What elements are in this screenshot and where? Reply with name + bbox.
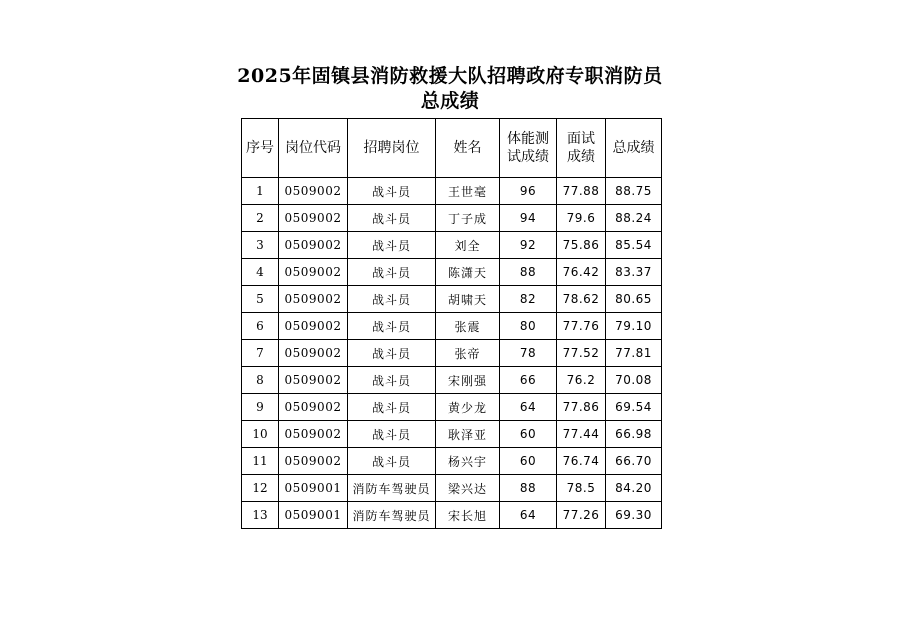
cell-recruiting-post: 战斗员 (348, 394, 436, 421)
cell-name: 王世毫 (436, 178, 500, 205)
cell-total-score: 85.54 (606, 232, 662, 259)
table-row (242, 502, 662, 529)
cell-fitness-score: 64 (500, 502, 557, 529)
cell-interview-score: 75.86 (557, 232, 606, 259)
cell-name: 宋刚强 (436, 367, 500, 394)
cell-recruiting-post: 消防车驾驶员 (348, 502, 436, 529)
header-interview-score (557, 119, 606, 178)
cell-index: 6 (242, 313, 279, 340)
cell-fitness-score: 82 (500, 286, 557, 313)
cell-index: 2 (242, 205, 279, 232)
cell-fitness-score: 60 (500, 448, 557, 475)
table-body (242, 178, 662, 529)
header-recruiting-post: 招聘岗位 (348, 119, 436, 178)
cell-total-score: 66.98 (606, 421, 662, 448)
cell-position-code: 0509002 (279, 313, 348, 340)
cell-name: 耿泽亚 (436, 421, 500, 448)
cell-interview-score: 76.74 (557, 448, 606, 475)
header-fitness-line1: 体能测 (507, 131, 549, 147)
cell-fitness-score: 88 (500, 259, 557, 286)
cell-total-score: 83.37 (606, 259, 662, 286)
cell-recruiting-post: 战斗员 (348, 205, 436, 232)
cell-total-score: 88.24 (606, 205, 662, 232)
cell-name: 黄少龙 (436, 394, 500, 421)
table-row (242, 421, 662, 448)
cell-interview-score: 77.26 (557, 502, 606, 529)
cell-fitness-score: 94 (500, 205, 557, 232)
cell-total-score: 77.81 (606, 340, 662, 367)
cell-recruiting-post: 战斗员 (348, 178, 436, 205)
cell-fitness-score: 60 (500, 421, 557, 448)
table-row (242, 178, 662, 205)
cell-position-code: 0509001 (279, 502, 348, 529)
cell-position-code: 0509002 (279, 421, 348, 448)
cell-fitness-score: 64 (500, 394, 557, 421)
cell-position-code: 0509002 (279, 340, 348, 367)
cell-interview-score: 78.5 (557, 475, 606, 502)
header-interview-line2: 成绩 (567, 149, 595, 165)
cell-interview-score: 76.42 (557, 259, 606, 286)
table-row (242, 475, 662, 502)
header-fitness-line2: 试成绩 (507, 149, 549, 165)
header-position-code: 岗位代码 (279, 119, 348, 178)
cell-name: 张帝 (436, 340, 500, 367)
cell-fitness-score: 92 (500, 232, 557, 259)
cell-position-code: 0509001 (279, 475, 348, 502)
cell-total-score: 79.10 (606, 313, 662, 340)
cell-recruiting-post: 战斗员 (348, 448, 436, 475)
table-row (242, 394, 662, 421)
cell-fitness-score: 96 (500, 178, 557, 205)
cell-name: 张震 (436, 313, 500, 340)
table-row (242, 448, 662, 475)
cell-name: 梁兴达 (436, 475, 500, 502)
cell-index: 8 (242, 367, 279, 394)
table-row (242, 259, 662, 286)
cell-recruiting-post: 战斗员 (348, 340, 436, 367)
cell-fitness-score: 80 (500, 313, 557, 340)
cell-name: 宋长旭 (436, 502, 500, 529)
table-row (242, 205, 662, 232)
header-total-score: 总成绩 (606, 119, 662, 178)
cell-index: 12 (242, 475, 279, 502)
cell-position-code: 0509002 (279, 259, 348, 286)
cell-recruiting-post: 战斗员 (348, 232, 436, 259)
cell-total-score: 84.20 (606, 475, 662, 502)
document-title: 2025年固镇县消防救援大队招聘政府专职消防员 (237, 65, 663, 87)
cell-index: 13 (242, 502, 279, 529)
cell-recruiting-post: 战斗员 (348, 286, 436, 313)
cell-index: 5 (242, 286, 279, 313)
table-row (242, 367, 662, 394)
cell-interview-score: 77.88 (557, 178, 606, 205)
table-row (242, 232, 662, 259)
cell-recruiting-post: 战斗员 (348, 421, 436, 448)
cell-index: 10 (242, 421, 279, 448)
header-interview-line1: 面试 (567, 131, 595, 147)
cell-name: 刘全 (436, 232, 500, 259)
table-header-row (242, 119, 662, 178)
table-row (242, 340, 662, 367)
cell-fitness-score: 66 (500, 367, 557, 394)
cell-total-score: 70.08 (606, 367, 662, 394)
cell-recruiting-post: 战斗员 (348, 313, 436, 340)
cell-name: 丁子成 (436, 205, 500, 232)
cell-total-score: 69.54 (606, 394, 662, 421)
cell-position-code: 0509002 (279, 286, 348, 313)
cell-index: 4 (242, 259, 279, 286)
cell-fitness-score: 88 (500, 475, 557, 502)
cell-recruiting-post: 消防车驾驶员 (348, 475, 436, 502)
cell-name: 陈潇天 (436, 259, 500, 286)
cell-name: 杨兴宇 (436, 448, 500, 475)
cell-interview-score: 77.52 (557, 340, 606, 367)
cell-position-code: 0509002 (279, 448, 348, 475)
document-subtitle: 总成绩 (420, 90, 480, 112)
cell-index: 11 (242, 448, 279, 475)
table-row (242, 313, 662, 340)
cell-recruiting-post: 战斗员 (348, 367, 436, 394)
cell-interview-score: 78.62 (557, 286, 606, 313)
cell-interview-score: 77.44 (557, 421, 606, 448)
cell-interview-score: 76.2 (557, 367, 606, 394)
header-index: 序号 (242, 119, 279, 178)
results-table (241, 118, 662, 529)
cell-total-score: 69.30 (606, 502, 662, 529)
cell-fitness-score: 78 (500, 340, 557, 367)
table-row (242, 286, 662, 313)
cell-index: 1 (242, 178, 279, 205)
cell-position-code: 0509002 (279, 205, 348, 232)
cell-total-score: 66.70 (606, 448, 662, 475)
cell-interview-score: 77.86 (557, 394, 606, 421)
cell-recruiting-post: 战斗员 (348, 259, 436, 286)
cell-index: 3 (242, 232, 279, 259)
cell-name: 胡啸天 (436, 286, 500, 313)
cell-interview-score: 79.6 (557, 205, 606, 232)
cell-index: 7 (242, 340, 279, 367)
header-name: 姓名 (436, 119, 500, 178)
cell-position-code: 0509002 (279, 232, 348, 259)
header-fitness-score (500, 119, 557, 178)
cell-index: 9 (242, 394, 279, 421)
cell-position-code: 0509002 (279, 178, 348, 205)
cell-total-score: 88.75 (606, 178, 662, 205)
cell-position-code: 0509002 (279, 367, 348, 394)
cell-position-code: 0509002 (279, 394, 348, 421)
cell-interview-score: 77.76 (557, 313, 606, 340)
cell-total-score: 80.65 (606, 286, 662, 313)
